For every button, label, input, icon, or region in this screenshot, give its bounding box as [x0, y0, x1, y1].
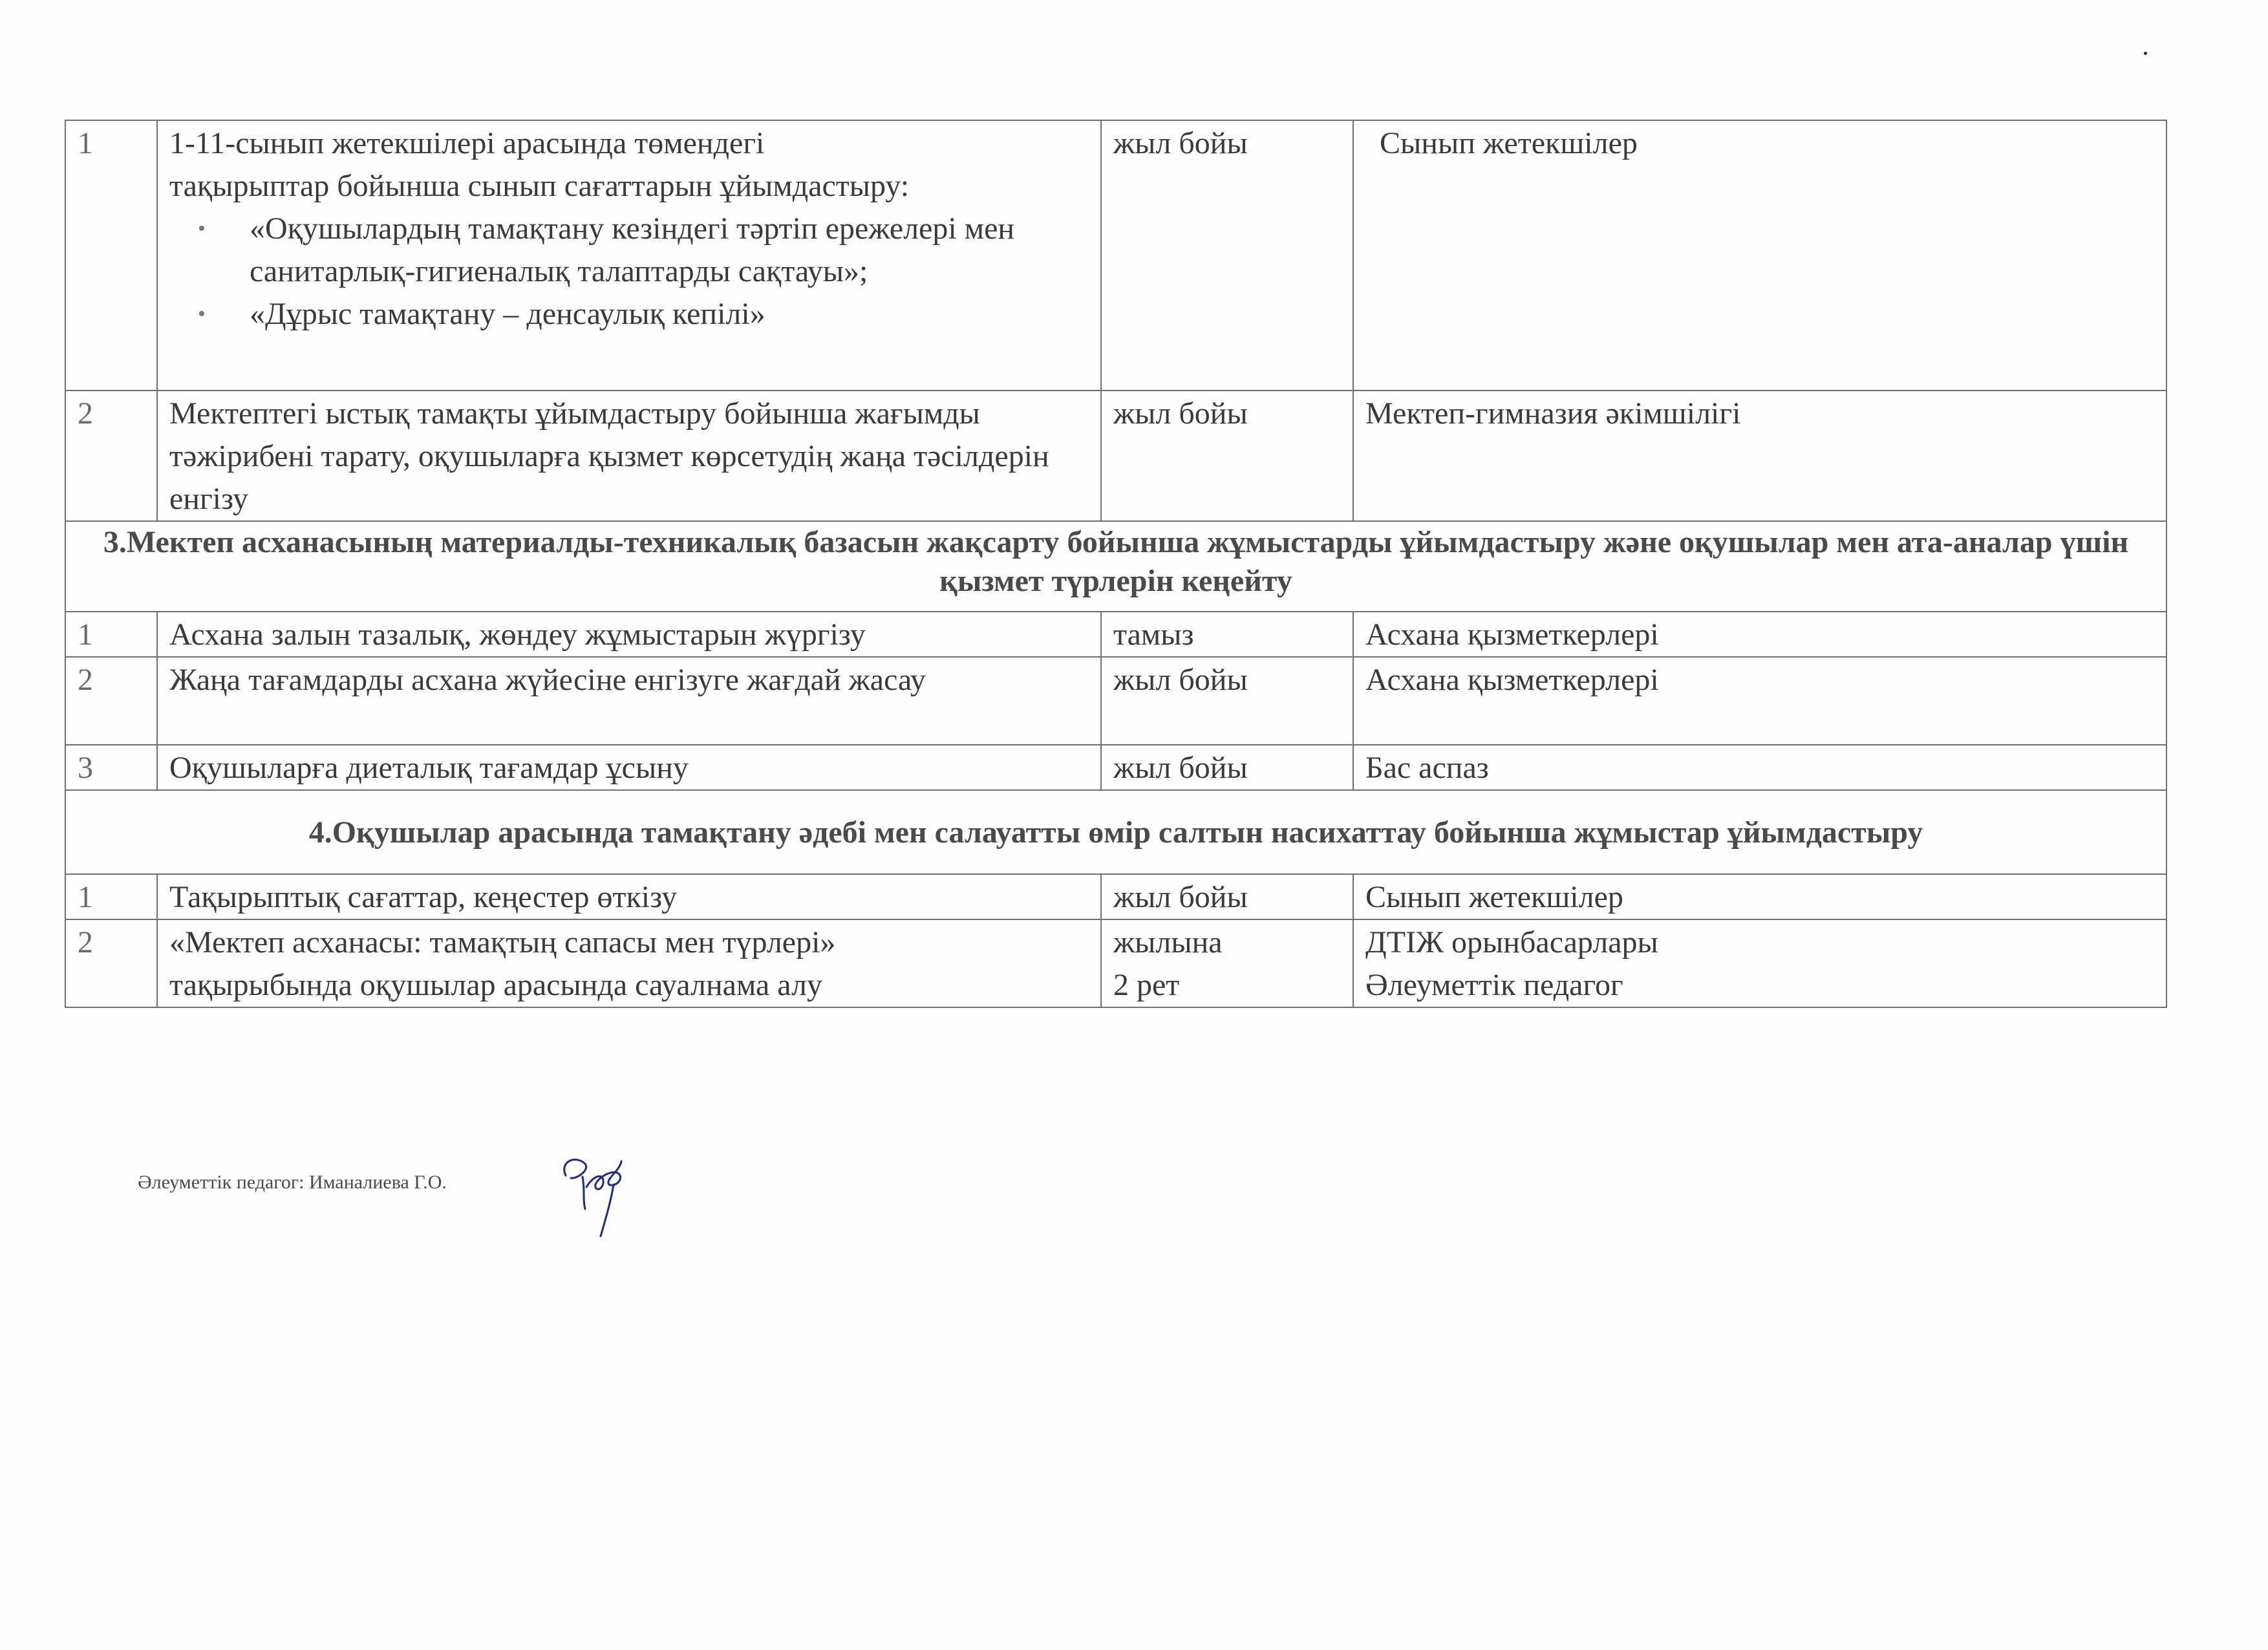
- row-number: 1: [65, 120, 157, 391]
- responsible-cell: Асхана қызметкерлері: [1353, 657, 2166, 745]
- row-number: 1: [65, 874, 157, 919]
- responsible-cell: Мектеп-гимназия әкімшілігі: [1353, 391, 2166, 521]
- action-plan-table: [65, 120, 2167, 1008]
- activity-cell: [157, 919, 1101, 1007]
- row-number: 2: [65, 919, 157, 1007]
- section-title: 4.Оқушылар арасында тамақтану әдебі мен салауатты өмір салтын насихаттау бойынша жұмыстар ұйымдастыру: [65, 790, 2166, 874]
- table-row: [65, 391, 2166, 521]
- table-row: [65, 919, 2166, 1007]
- table-row: [65, 745, 2166, 790]
- term-text-line: жылына: [1113, 925, 1223, 959]
- stray-mark: [2144, 52, 2147, 55]
- activity-cell: Тақырыптық сағаттар, кеңестер өткізу: [157, 874, 1101, 919]
- row-number: 1: [65, 612, 157, 657]
- term-cell: жыл бойы: [1101, 120, 1353, 391]
- row-number: 2: [65, 657, 157, 745]
- responsible-cell: Асхана қызметкерлері: [1353, 612, 2166, 657]
- term-cell: жыл бойы: [1101, 745, 1353, 790]
- term-cell: жыл бойы: [1101, 391, 1353, 521]
- section-title: 3.Мектеп асханасының материалды-техникалық базасын жақсарту бойынша жұмыстарды ұйымдастыру және оқушылар мен ата-аналар үшін қызмет түрлерін кеңейту: [65, 521, 2166, 612]
- table-row: [65, 874, 2166, 919]
- row-number: 2: [65, 391, 157, 521]
- handwritten-signature: [557, 1142, 628, 1239]
- table-row: [65, 120, 2166, 391]
- topic-list: [169, 208, 1089, 336]
- table-row: [65, 612, 2166, 657]
- activity-text-line: тақырыптар бойынша сынып сағаттарын ұйымдастыру:: [169, 169, 910, 203]
- activity-cell: [157, 120, 1101, 391]
- list-item: • «Дұрыс тамақтану – денсаулық кепілі»: [250, 293, 1089, 336]
- signatory-label: Әлеуметтік педагог: Иманалиева Г.О.: [138, 1172, 447, 1193]
- activity-cell: Оқушыларға диеталық тағамдар ұсыну: [157, 745, 1101, 790]
- row-number: 3: [65, 745, 157, 790]
- responsible-text-line: Әлеуметтік педагог: [1365, 968, 1623, 1002]
- term-text-line: 2 рет: [1113, 968, 1180, 1002]
- term-cell: тамыз: [1101, 612, 1353, 657]
- list-item: • «Оқушылардың тамақтану кезіндегі тәртіп ережелері мен санитарлық-гигиеналық талаптарды сақтауы»;: [250, 208, 1089, 293]
- responsible-cell: Сынып жетекшілер: [1353, 120, 2166, 391]
- activity-text-line: 1-11-сынып жетекшілері арасында төмендегі: [169, 126, 765, 160]
- responsible-cell: Сынып жетекшілер: [1353, 874, 2166, 919]
- activity-cell: Жаңа тағамдарды асхана жүйесіне енгізуге жағдай жасау: [157, 657, 1101, 745]
- activity-text-line: тақырыбында оқушылар арасында сауалнама алу: [169, 968, 822, 1002]
- activity-text-line: «Мектеп асханасы: тамақтың сапасы мен түрлері»: [169, 925, 836, 959]
- term-cell: жыл бойы: [1101, 657, 1353, 745]
- term-cell: жыл бойы: [1101, 874, 1353, 919]
- term-cell: [1101, 919, 1353, 1007]
- activity-cell: Асхана залын тазалық, жөндеу жұмыстарын жүргізу: [157, 612, 1101, 657]
- activity-cell: Мектептегі ыстық тамақты ұйымдастыру бойынша жағымды тәжірибені тарату, оқушыларға қызмет көрсетудің жаңа тәсілдерін енгізу: [157, 391, 1101, 521]
- responsible-text-line: ДТІЖ орынбасарлары: [1365, 925, 1658, 959]
- section-header-row: [65, 790, 2166, 874]
- table-row: [65, 657, 2166, 745]
- responsible-cell: [1353, 919, 2166, 1007]
- section-header-row: [65, 521, 2166, 612]
- responsible-cell: Бас аспаз: [1353, 745, 2166, 790]
